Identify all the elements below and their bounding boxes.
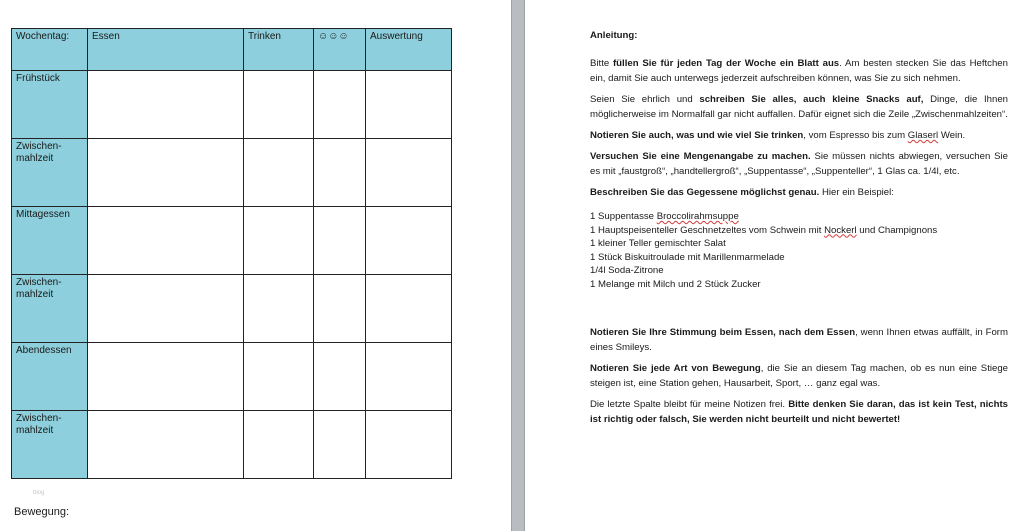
row-label-dinner xyxy=(12,343,88,411)
instruction-paragraph: Die letzte Spalte bleibt für meine Notizen frei. Bitte denken Sie daran, das ist kein Test, nichts ist richtig oder falsch, Sie werden nicht beurteilt und nicht bewertet! xyxy=(590,399,1009,425)
spellcheck-word: Glaserl xyxy=(907,130,939,141)
instruction-paragraph: Seien Sie ehrlich und schreiben Sie alles, auch kleine Snacks auf, Dinge, die Ihnen möglicherweise im Normalfall gar nicht auffallen. Dafür eignet sich die Zeile „Zwischenmahlzeiten“. xyxy=(590,94,1008,120)
list-item: 1 kleiner Teller gemischter Salat xyxy=(590,238,726,249)
table-row xyxy=(12,71,452,139)
instruction-paragraph: Notieren Sie jede Art von Bewegung, die Sie an diesem Tag machen, ob es nun eine Stiege steigen ist, eine Station gehen, Hausarbeit, Sport, … ganz egal was. xyxy=(590,363,1008,389)
header-drinks: Trinken xyxy=(244,29,314,71)
cell-evaluation[interactable] xyxy=(366,139,452,207)
cell-drinks[interactable] xyxy=(244,207,314,275)
header-evaluation: Auswertung xyxy=(366,29,452,71)
cell-mood[interactable] xyxy=(314,411,366,479)
cell-drinks[interactable] xyxy=(244,139,314,207)
food-diary-table xyxy=(11,28,452,479)
cell-food[interactable] xyxy=(88,207,244,275)
cell-drinks[interactable] xyxy=(244,275,314,343)
example-list xyxy=(590,210,1008,291)
row-label-text: Zwischen- xyxy=(16,277,62,288)
cell-mood[interactable] xyxy=(314,71,366,139)
cell-mood[interactable] xyxy=(314,139,366,207)
cell-evaluation[interactable] xyxy=(366,207,452,275)
page-gutter xyxy=(511,0,525,531)
row-label-lunch xyxy=(12,207,88,275)
list-item: 1/4l Soda-Zitrone xyxy=(590,265,664,276)
cell-mood[interactable] xyxy=(314,275,366,343)
cell-evaluation[interactable] xyxy=(366,71,452,139)
watermark: blog xyxy=(33,490,45,496)
cell-evaluation[interactable] xyxy=(366,343,452,411)
row-label-text: mahlzeit xyxy=(16,289,54,300)
table-header-row xyxy=(12,29,452,71)
table-row xyxy=(12,139,452,207)
row-label-snack xyxy=(12,275,88,343)
header-mood-smileys: ☺☺☺ xyxy=(314,29,366,71)
cell-mood[interactable] xyxy=(314,343,366,411)
row-label-snack xyxy=(12,139,88,207)
table-row xyxy=(12,411,452,479)
instruction-paragraph: Versuchen Sie eine Mengenangabe zu machen. Sie müssen nichts abwiegen, versuchen Sie es mit „faustgroß“, „handtellergroß“, „Suppentasse“, „Suppenteller“, 1 Glas ca. 1/4l, etc. xyxy=(590,151,1008,177)
instructions xyxy=(590,28,1008,433)
left-page xyxy=(0,0,511,531)
movement-label: Bewegung: xyxy=(14,506,70,518)
header-food: Essen xyxy=(88,29,244,71)
table-row xyxy=(12,275,452,343)
cell-drinks[interactable] xyxy=(244,411,314,479)
list-item: 1 Melange mit Milch und 2 Stück Zucker xyxy=(590,278,761,290)
row-label-text: Frühstück xyxy=(16,73,60,84)
row-label-text: mahlzeit xyxy=(16,425,54,436)
row-label-snack xyxy=(12,411,88,479)
instruction-paragraph: Notieren Sie auch, was und wie viel Sie trinken, vom Espresso bis zum Glaserl Wein. xyxy=(590,130,966,141)
header-weekday: Wochentag: xyxy=(12,29,88,71)
list-item: 1 Suppentasse Broccolirahmsuppe xyxy=(590,211,739,222)
row-label-breakfast xyxy=(12,71,88,139)
cell-evaluation[interactable] xyxy=(366,411,452,479)
row-label-text: mahlzeit xyxy=(16,153,54,164)
cell-drinks[interactable] xyxy=(244,343,314,411)
instruction-paragraph: Bitte füllen Sie für jeden Tag der Woche ein Blatt aus. Am besten stecken Sie das Heftchen ein, damit Sie auch unterwegs jederzeit aufschreiben können, was Sie zu sich nehmen. xyxy=(590,58,1008,84)
cell-mood[interactable] xyxy=(314,207,366,275)
cell-food[interactable] xyxy=(88,411,244,479)
cell-evaluation[interactable] xyxy=(366,275,452,343)
instructions-heading: Anleitung: xyxy=(590,30,638,41)
cell-food[interactable] xyxy=(88,343,244,411)
cell-food[interactable] xyxy=(88,71,244,139)
row-label-text: Zwischen- xyxy=(16,141,62,152)
cell-drinks[interactable] xyxy=(244,71,314,139)
cell-food[interactable] xyxy=(88,275,244,343)
list-item: 1 Hauptspeisenteller Geschnetzeltes vom Schwein mit Nockerl und Champignons xyxy=(590,224,938,236)
cell-food[interactable] xyxy=(88,139,244,207)
row-label-text: Zwischen- xyxy=(16,413,62,424)
list-item: 1 Stück Biskuitroulade mit Marillenmarmelade xyxy=(590,251,785,263)
instruction-paragraph: Notieren Sie Ihre Stimmung beim Essen, nach dem Essen, wenn Ihnen etwas auffällt, in Form eines Smileys. xyxy=(590,327,1008,353)
table-row xyxy=(12,343,452,411)
row-label-text: Mittagessen xyxy=(16,209,70,220)
row-label-text: Abendessen xyxy=(16,345,72,356)
table-row xyxy=(12,207,452,275)
instruction-paragraph: Beschreiben Sie das Gegessene möglichst genau. Hier ein Beispiel: xyxy=(590,187,894,198)
